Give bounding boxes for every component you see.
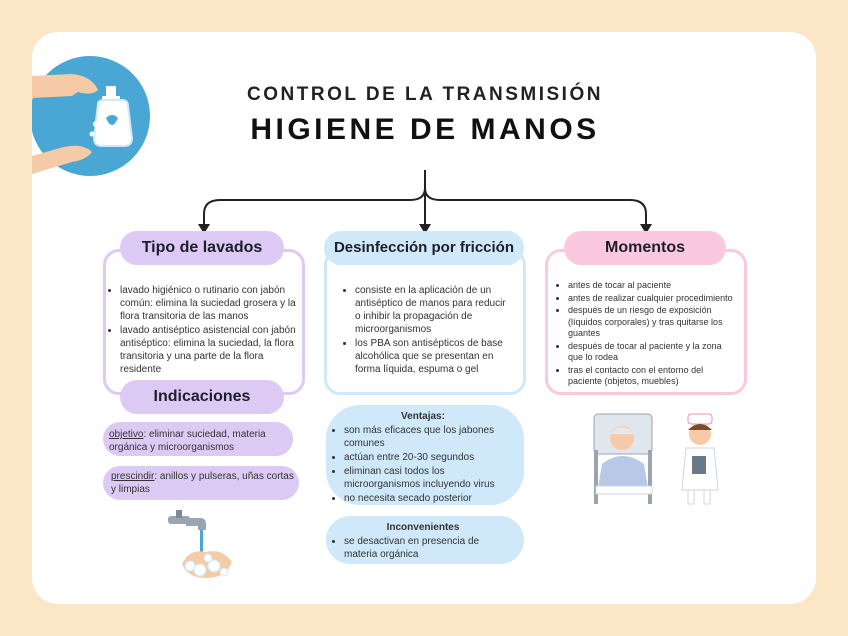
- list-item: • lavado higiénico o rutinario con jabón común: elimina la suciedad grosera y la flora transitoria de las manos: [120, 284, 296, 323]
- list-item: • consiste en la aplicación de un antiséptico de manos para reducir o inhibir la propagación de microorganismos: [355, 284, 509, 336]
- handwashing-faucet-illustration: [160, 508, 250, 586]
- list-item: • son más eficaces que los jabones comunes: [344, 424, 514, 450]
- list-item: • eliminan casi todos los microorganismos incluyendo virus: [344, 465, 514, 491]
- hand-sanitizer-illustration: [32, 46, 150, 186]
- desinfeccion-box: [324, 249, 526, 395]
- list-item: • actúan entre 20-30 segundos: [344, 451, 514, 464]
- list-item: • después de tocar al paciente y la zona que lo rodea: [568, 341, 738, 364]
- prescindir-label: prescindir: [111, 471, 155, 482]
- lavados-title: Tipo de lavados: [120, 231, 284, 265]
- objetivo-note: [103, 422, 293, 456]
- list-item: • después de un riesgo de exposición (líquidos corporales) y tras quitarse los guantes: [568, 305, 738, 340]
- indicaciones-title: Indicaciones: [120, 380, 284, 414]
- list-item: • los PBA son antisépticos de base alcohólica que se presentan en forma líquida, espuma o gel: [355, 337, 509, 376]
- inconvenientes-title: Inconvenientes: [386, 522, 460, 533]
- ventajas-note: [326, 405, 524, 505]
- momentos-box: [545, 249, 747, 395]
- desinfeccion-title: Desinfección por fricción: [324, 231, 524, 265]
- list-item: • no necesita secado posterior: [344, 492, 514, 505]
- objetivo-text: : eliminar suciedad, materia orgánica y microorganismos: [109, 429, 266, 453]
- inconvenientes-note: [326, 516, 524, 564]
- brace-connector: [190, 168, 660, 238]
- ventajas-title: Ventajas:: [401, 411, 445, 422]
- list-item: • tras el contacto con el entorno del paciente (objetos, muebles): [568, 365, 738, 388]
- title-large: HIGIENE DE MANOS: [250, 113, 600, 146]
- lavados-box: [103, 249, 305, 395]
- objetivo-label: objetivo: [109, 429, 144, 440]
- prescindir-text: : anillos y pulseras, uñas cortas y limpias: [111, 471, 294, 495]
- list-item: • lavado antiséptico asistencial con jabón antiséptico: elimina la suciedad, la flora transitoria y una parte de la flora residente: [120, 324, 296, 376]
- list-item: • antes de tocar al paciente: [568, 280, 738, 292]
- prescindir-note: [103, 466, 299, 500]
- momentos-title: Momentos: [564, 231, 726, 265]
- title-small: CONTROL DE LA TRANSMISIÓN: [247, 84, 603, 105]
- patient-nurse-illustration: [588, 408, 728, 508]
- list-item: • se desactivan en presencia de materia orgánica: [344, 535, 514, 561]
- list-item: • antes de realizar cualquier procedimiento: [568, 293, 738, 305]
